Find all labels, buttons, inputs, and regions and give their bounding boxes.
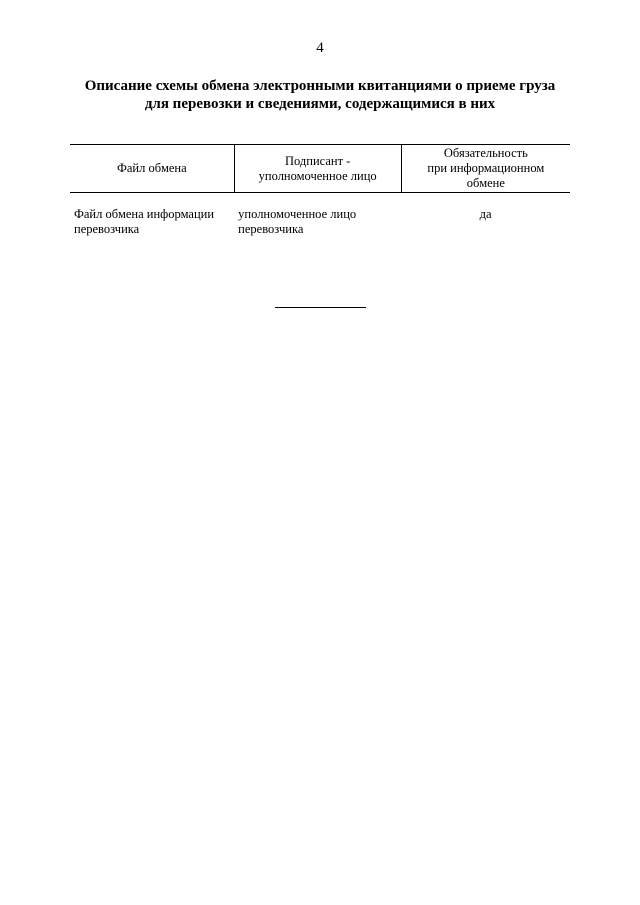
table-header-row (70, 145, 570, 193)
end-of-document-rule (275, 307, 366, 308)
header-signer: Подписант - уполномоченное лицо (234, 145, 401, 193)
table-row (70, 193, 570, 238)
document-title (60, 77, 580, 113)
cell-file: Файл обмена информации перевозчика (74, 207, 215, 236)
page-number: 4 (316, 40, 324, 56)
title-line-1: Описание схемы обмена электронными квитанциями о приеме груза (84, 78, 556, 94)
exchange-scheme-table (70, 144, 570, 237)
cell-signer: уполномоченное лицо перевозчика (238, 207, 357, 236)
header-file: Файл обмена (70, 145, 234, 193)
header-required: Обязательность при информационном обмене (401, 145, 570, 193)
cell-required: да (479, 207, 492, 221)
title-line-2: для перевозки и сведениями, содержащимися в них (144, 96, 496, 112)
